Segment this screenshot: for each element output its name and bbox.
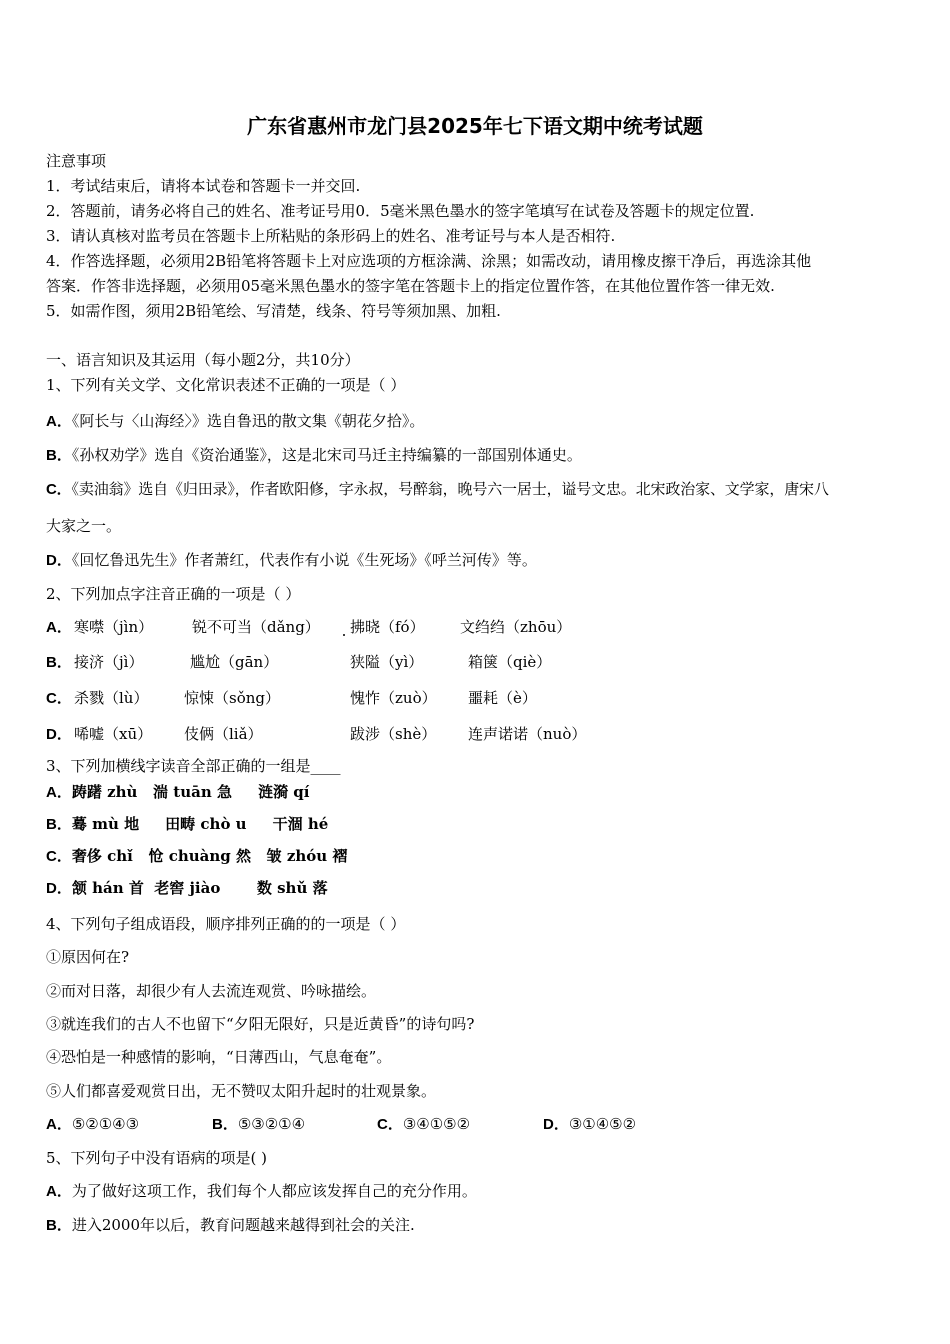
option-label: D． xyxy=(46,552,72,569)
option-word: 噩耗（è） xyxy=(468,689,537,707)
option-word: 连声诺诺（nuò） xyxy=(468,725,587,743)
option-word: 跋涉（shè） xyxy=(350,725,437,743)
emphasis-dot xyxy=(343,634,345,636)
option-text: 《卖油翁》选自《归田录》，作者欧阳修，字永叔，号醉翁，晚号六一居士，谥号文忠。北宋政治家、文学家，唐宋八 xyxy=(71,480,829,498)
question-5-stem: 5、下列句子中没有语病的项是( ) xyxy=(46,1149,268,1167)
question-3-option-b: B．蓦 mù 地 田畴 chò u 干涸 hé xyxy=(46,815,329,833)
question-1-option-c-continued xyxy=(46,516,121,536)
option-label: A． xyxy=(46,619,72,636)
question-4-sentence: ③就连我们的古人不也留下“夕阳无限好，只是近黄昏”的诗句吗? xyxy=(46,1015,475,1033)
question-4-sentence: ②而对日落，却很少有人去流连观赏、吟咏描绘。 xyxy=(46,982,377,1000)
option-word: 愧怍（zuò） xyxy=(350,689,437,707)
question-4-option-d: D．③①④⑤② xyxy=(543,1115,637,1133)
question-4-option-b: B．⑤③②①④ xyxy=(212,1115,306,1133)
notice-item: 2．答题前，请务必将自己的姓名、准考证号用0．5毫米黑色墨水的签字笔填写在试卷及答题卡的规定位置. xyxy=(46,202,755,220)
question-4-sentence: ①原因何在? xyxy=(46,948,130,966)
page-title: 广东省惠州市龙门县2025年七下语文期中统考试题 xyxy=(247,114,703,138)
notice-heading: 注意事项 xyxy=(46,152,107,170)
question-4-stem: 4、下列句子组成语段，顺序排列正确的的一项是（ ） xyxy=(46,915,406,933)
question-1-option-d xyxy=(46,550,537,571)
question-3-option-a: A．踌躇 zhù 湍 tuān 急 涟漪 qí xyxy=(46,783,310,801)
option-text: 大家之一。 xyxy=(46,517,122,535)
question-4-sentence: ⑤人们都喜爱观赏日出，无不赞叹太阳升起时的壮观景象。 xyxy=(46,1082,437,1100)
notice-item: 答案．作答非选择题，必须用05毫米黑色墨水的签字笔在答题卡上的指定位置作答，在其他位置作答一律无效. xyxy=(46,277,775,295)
option-word: 狭隘（yì） xyxy=(350,653,424,671)
option-text: 《回忆鲁迅先生》作者萧红，代表作有小说《生死场》《呼兰河传》等。 xyxy=(71,551,537,569)
notice-item: 3．请认真核对监考员在答题卡上所粘贴的条形码上的姓名、准考证号与本人是否相符. xyxy=(46,227,616,245)
question-1-option-c xyxy=(46,479,829,500)
notice-item: 5．如需作图，须用2B铅笔绘、写清楚，线条、符号等须加黑、加粗. xyxy=(46,302,501,320)
notice-item: 4．作答选择题，必须用2B铅笔将答题卡上对应选项的方框涂满、涂黑；如需改动，请用橡皮擦干净后，再选涂其他 xyxy=(46,252,812,270)
question-4-option-c: C．③④①⑤② xyxy=(377,1115,471,1133)
option-word: 箱箧（qiè） xyxy=(468,653,552,671)
question-3-stem: 3、下列加横线字读音全部正确的一组是____ xyxy=(46,757,341,775)
option-label: A． xyxy=(46,413,72,430)
option-word: 杀戮（lù） xyxy=(74,689,149,707)
question-4-option-a: A．⑤②①④③ xyxy=(46,1115,140,1133)
question-3-option-c: C．奢侈 chǐ 怆 chuàng 然 皱 zhóu 褶 xyxy=(46,847,348,865)
question-1-option-a xyxy=(46,411,424,432)
question-5-option-a: A．为了做好这项工作，我们每个人都应该发挥自己的充分作用。 xyxy=(46,1182,477,1200)
question-1-option-b xyxy=(46,445,582,466)
option-label: C． xyxy=(46,690,72,707)
option-label: B． xyxy=(46,654,72,671)
question-3-option-d: D．颔 hán 首 老窖 jiào 数 shǔ 落 xyxy=(46,879,328,897)
option-label: D． xyxy=(46,726,72,743)
section-heading: 一、语言知识及其运用（每小题2分，共10分） xyxy=(46,351,360,369)
option-word: 接济（jì） xyxy=(74,653,144,671)
option-word: 惊悚（sǒng） xyxy=(184,689,280,707)
option-word: 锐不可当（dǎng） xyxy=(192,618,320,636)
option-text: 《阿长与〈山海经〉》选自鲁迅的散文集《朝花夕拾》。 xyxy=(71,412,425,430)
question-4-sentence: ④恐怕是一种感情的影响，“日薄西山，气息奄奄”。 xyxy=(46,1048,392,1066)
question-1-stem: 1、下列有关文学、文化常识表述不正确的一项是（ ） xyxy=(46,376,406,394)
option-word: 伎俩（liǎ） xyxy=(184,725,263,743)
option-word: 拂晓（fó） xyxy=(350,618,425,636)
question-2-stem: 2、下列加点字注音正确的一项是（ ） xyxy=(46,585,301,603)
option-label: B． xyxy=(46,447,72,464)
option-word: 尴尬（gān） xyxy=(190,653,279,671)
option-word: 寒噤（jìn） xyxy=(74,618,154,636)
option-word: 文绉绉（zhōu） xyxy=(460,618,572,636)
notice-item: 1．考试结束后，请将本试卷和答题卡一并交回. xyxy=(46,177,361,195)
option-word: 唏嘘（xū） xyxy=(74,725,153,743)
option-text: 《孙权劝学》选自《资治通鉴》，这是北宋司马迁主持编纂的一部国别体通史。 xyxy=(71,446,582,464)
option-label: C． xyxy=(46,481,72,498)
question-5-option-b: B．进入2000年以后，教育问题越来越得到社会的关注. xyxy=(46,1216,415,1234)
